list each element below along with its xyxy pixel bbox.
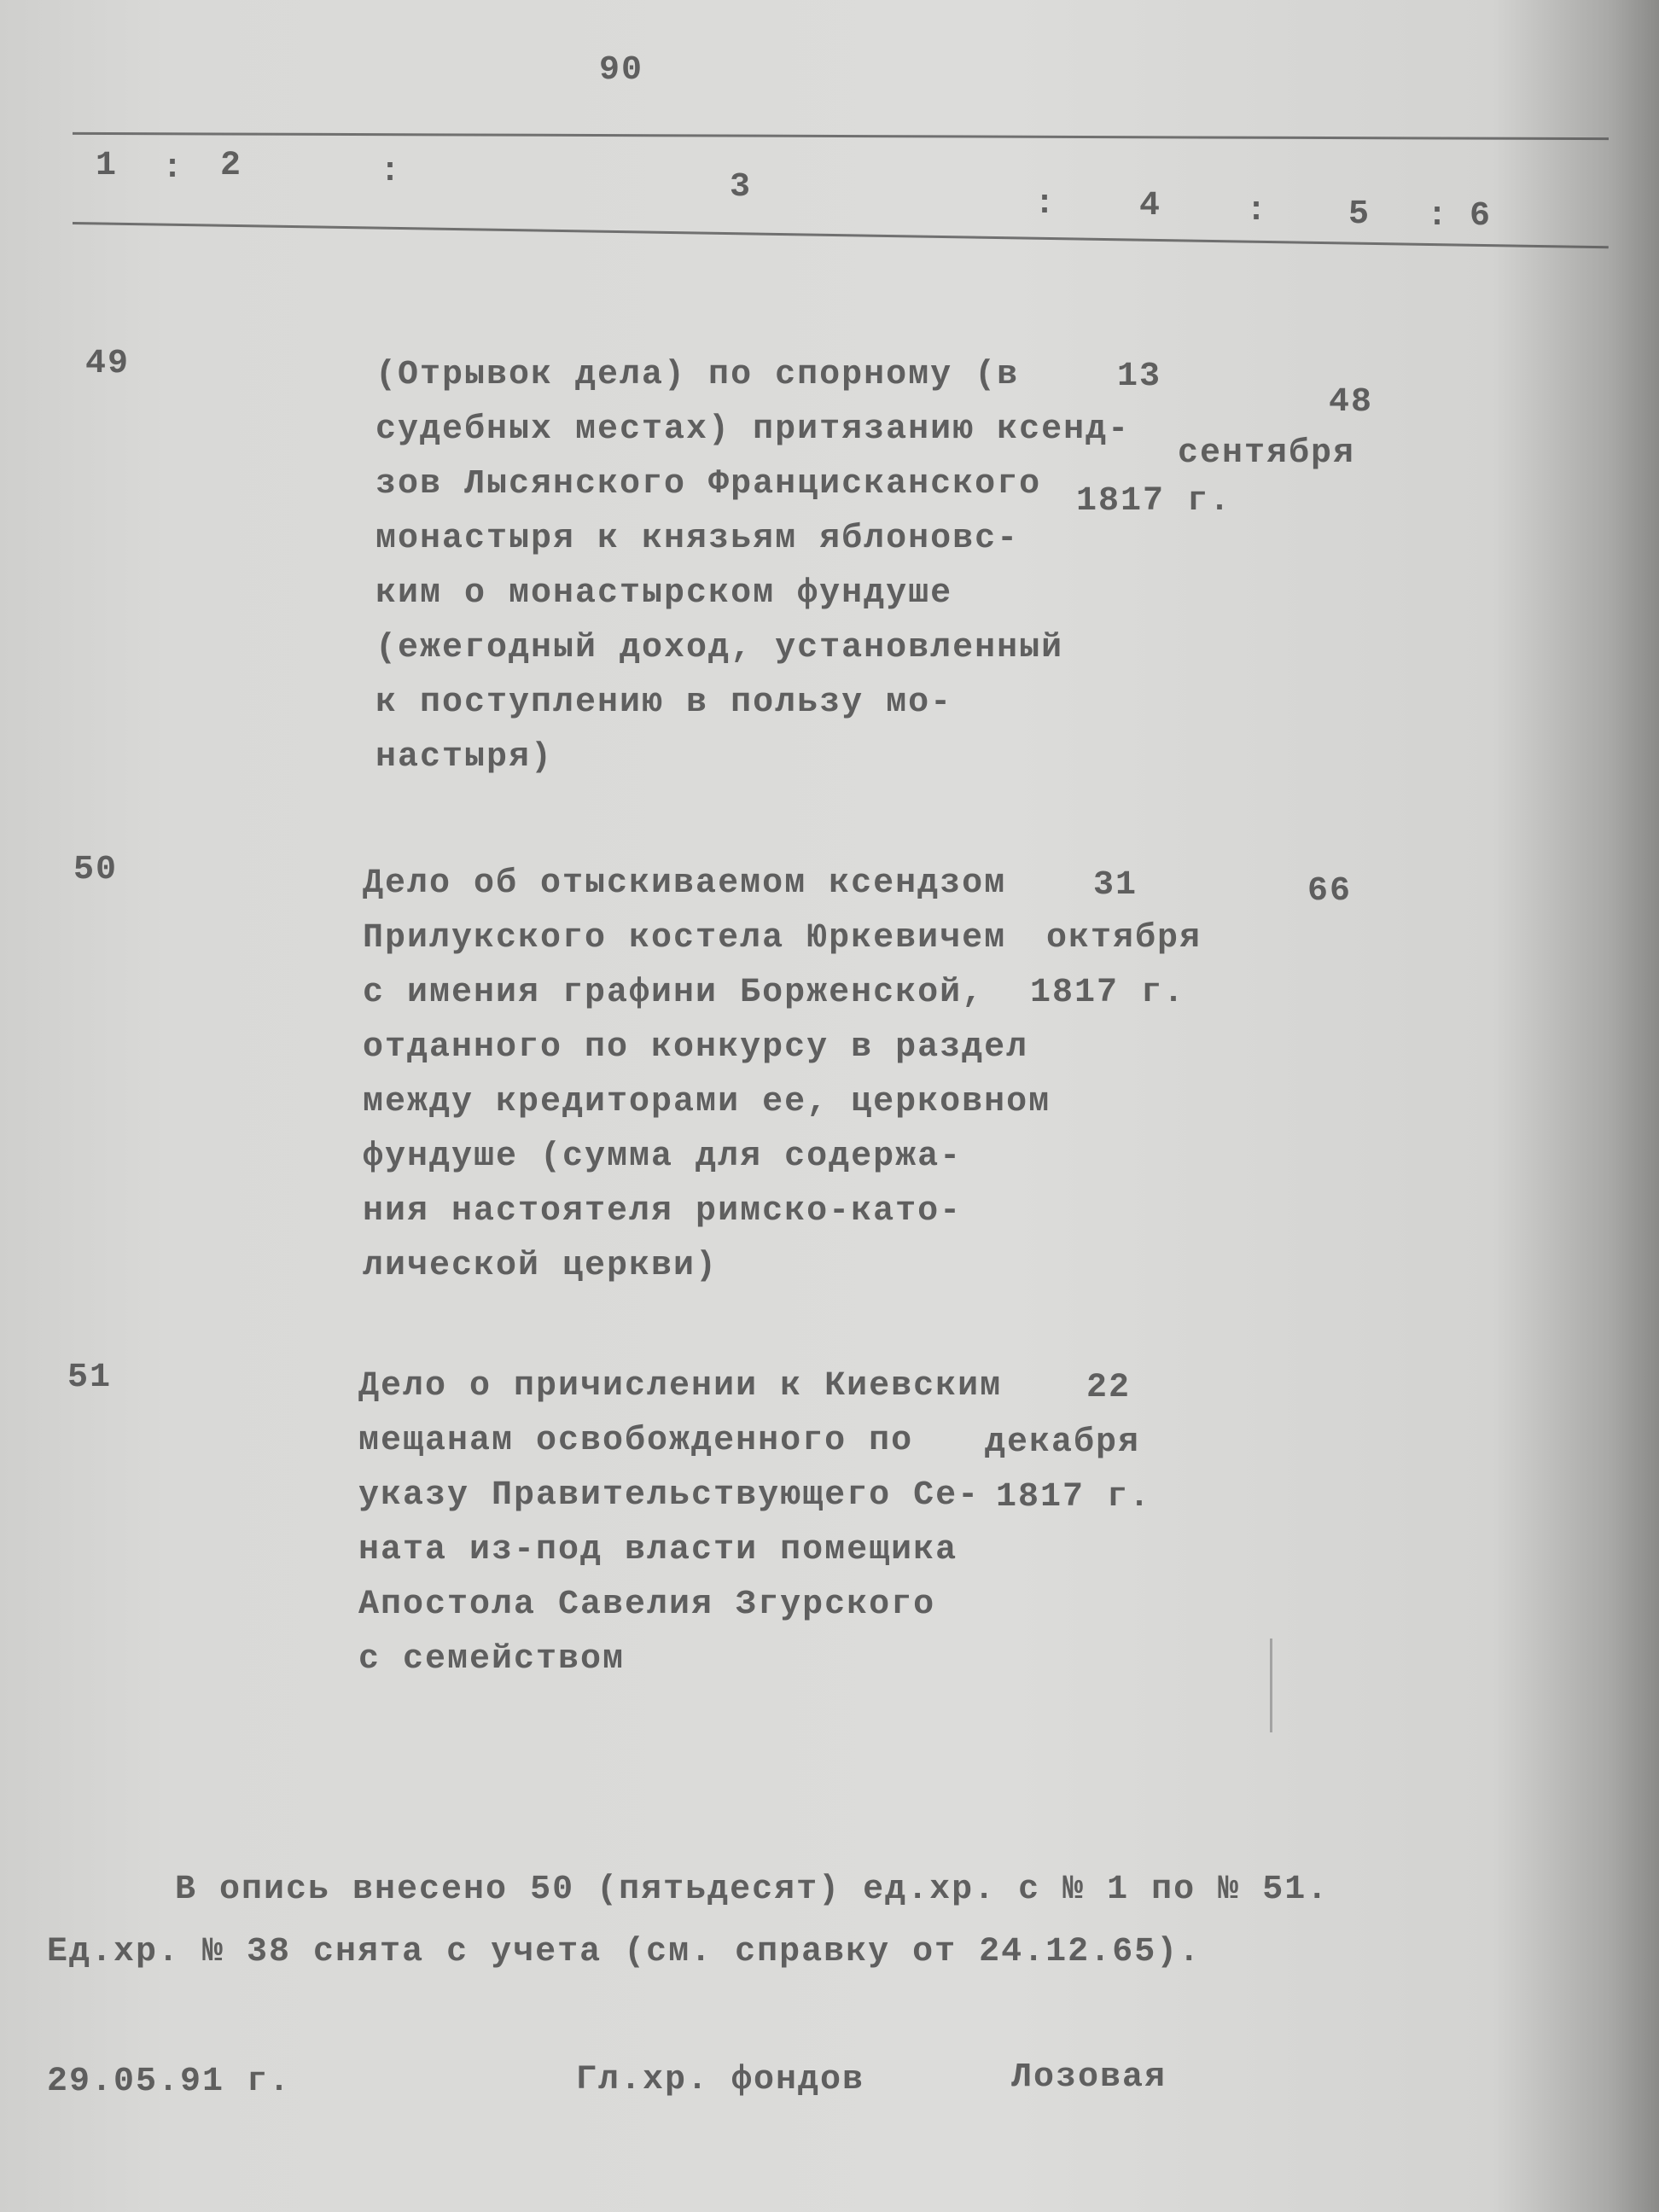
entry-number: 49 [85, 345, 131, 383]
entry-date-day: 31 [1093, 866, 1138, 905]
entry-number: 50 [73, 851, 119, 889]
title-line: судебных местах) притязанию ксенд- [375, 410, 1131, 449]
page-number: 90 [599, 51, 644, 90]
entry-number: 51 [67, 1359, 113, 1397]
header-top-rule [73, 132, 1609, 140]
title-line: Дело об отыскиваемом ксендзом [363, 864, 1007, 903]
entry-date-day: 13 [1117, 358, 1162, 396]
entry-date-year: 1817 г. [1076, 482, 1232, 521]
title-line: (Отрывок дела) по спорному (в [375, 356, 1020, 394]
title-line: монастыря к князьям яблоновс- [375, 520, 1020, 558]
entry-sheets: 48 [1329, 383, 1374, 422]
entry-date-month: сентября [1178, 434, 1356, 473]
col-header-3: 3 [730, 168, 753, 207]
footer-note-line: Ед.хр. № 38 снята с учета (см. справку от 24.12.65). [47, 1933, 1202, 1971]
title-line: ната из-под власти помещика [358, 1531, 958, 1569]
title-line: к поступлению в пользу мо- [375, 684, 953, 722]
col-header-sep: : [1427, 197, 1450, 236]
entry-date-year: 1817 г. [996, 1478, 1152, 1516]
header-bottom-rule [73, 222, 1609, 248]
footer-date: 29.05.91 г. [47, 2063, 292, 2101]
col-header-sep: : [1034, 185, 1057, 224]
col-header-2: 2 [220, 147, 243, 185]
footer-position: Гл.хр. фондов [576, 2061, 865, 2099]
entry-date-year: 1817 г. [1030, 974, 1186, 1012]
title-line: лической церкви) [363, 1247, 719, 1285]
title-line: с семейством [358, 1640, 626, 1679]
entry-date-month: декабря [985, 1423, 1141, 1462]
col-header-sep: : [380, 153, 403, 191]
entry-date-day: 22 [1086, 1369, 1132, 1407]
title-line: ния настоятеля римско-като- [363, 1192, 963, 1231]
title-line: (ежегодный доход, установленный [375, 629, 1064, 667]
col-header-sep: : [1246, 192, 1269, 230]
title-line: между кредиторами ее, церковном [363, 1083, 1051, 1121]
footer-summary-line: В опись внесено 50 (пятьдесят) ед.хр. с № 1 по № 51. [175, 1871, 1330, 1909]
title-line: Прилукского костела Юркевичем [363, 919, 1007, 958]
margin-mark [1270, 1639, 1272, 1732]
title-line: настыря) [375, 738, 554, 777]
entry-title [375, 348, 1130, 785]
title-line: Дело о причислении к Киевским [358, 1367, 1003, 1406]
col-header-4: 4 [1139, 187, 1162, 225]
entry-date-month: октября [1046, 919, 1202, 958]
footer-signature-name: Лозовая [1011, 2058, 1167, 2097]
title-line: Апостола Савелия Згурского [358, 1586, 936, 1624]
entry-title [363, 857, 1051, 1294]
title-line: отданного по конкурсу в раздел [363, 1028, 1029, 1067]
col-header-5: 5 [1348, 195, 1371, 234]
title-line: фундуше (сумма для содержа- [363, 1138, 963, 1176]
col-header-sep: : [162, 149, 185, 188]
entry-sheets: 66 [1307, 872, 1353, 911]
col-header-1: 1 [96, 147, 119, 185]
title-line: с имения графини Борженской, [363, 974, 985, 1012]
title-line: зов Лысянского Францисканского [375, 465, 1042, 504]
title-line: ким о монастырском фундуше [375, 574, 953, 613]
title-line: указу Правительствующего Се- [358, 1476, 981, 1515]
title-line: мещанам освобожденного по [358, 1422, 914, 1460]
col-header-6: 6 [1470, 197, 1493, 236]
entry-title [358, 1359, 1002, 1687]
